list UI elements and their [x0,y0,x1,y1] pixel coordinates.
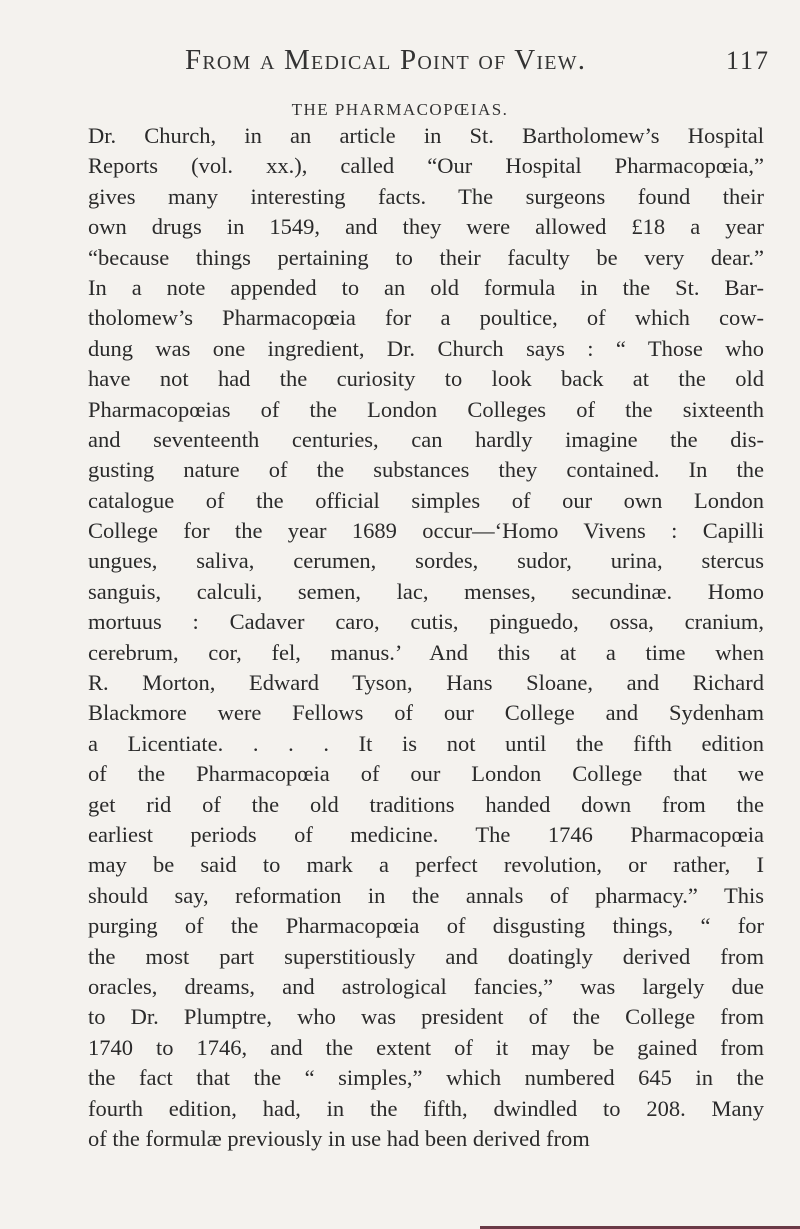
text-line: fourth edition, had, in the fifth, dwindled to 208. Many [88,1095,764,1121]
text-line: Blackmore were Fellows of our College and Sydenham [88,700,764,726]
text-line: College for the year 1689 occur—‘Homo Vivens : Capilli [88,518,764,544]
body-paragraph [88,121,764,1154]
text-line: cerebrum, cor, fel, manus.’ And this at a time when [88,639,764,665]
text-line: should say, reformation in the annals of pharmacy.” This [88,882,764,908]
text-line: to Dr. Plumptre, who was president of the College from [88,1004,764,1030]
text-line: the most part superstitiously and doatingly derived from [88,943,764,969]
text-line: gusting nature of the substances they contained. In the [88,457,764,483]
text-line: purging of the Pharmacopœia of disgusting things, “ for [88,913,764,939]
text-line: may be said to mark a perfect revolution, or rather, I [88,852,764,878]
page-number: 117 [725,46,770,75]
text-line: ungues, saliva, cerumen, sordes, sudor, urina, stercus [88,548,764,574]
running-title: From a Medical Point of View. [185,44,587,76]
text-line: gives many interesting facts. The surgeons found their [88,183,764,209]
text-line: have not had the curiosity to look back at the old [88,366,764,392]
text-line: get rid of the old traditions handed down from the [88,791,764,817]
text-line: of the Pharmacopœia of our London College that we [88,761,764,787]
text-line: Dr. Church, in an article in St. Bartholomew’s Hospital [88,123,764,148]
text-line: own drugs in 1549, and they were allowed £18 a year [88,214,764,240]
text-line: R. Morton, Edward Tyson, Hans Sloane, and Richard [88,670,764,696]
text-line: sanguis, calculi, semen, lac, menses, secundinæ. Homo [88,578,764,604]
text-line: dung was one ingredient, Dr. Church says : “ Those who [88,335,764,361]
running-head [185,44,770,78]
text-line: “because things pertaining to their faculty be very dear.” [88,244,764,270]
text-line: catalogue of the official simples of our own London [88,487,764,513]
text-line: In a note appended to an old formula in the St. Bar- [88,274,764,300]
text-line: and seventeenth centuries, can hardly imagine the dis- [88,426,764,452]
text-line: the fact that the “ simples,” which numbered 645 in the [88,1065,764,1091]
text-line: of the formulæ previously in use had been derived from [88,1125,590,1151]
text-line: 1740 to 1746, and the extent of it may be gained from [88,1034,764,1060]
text-line: oracles, dreams, and astrological fancies,” was largely due [88,973,764,999]
text-line: earliest periods of medicine. The 1746 Pharmacopœia [88,821,764,847]
text-line: a Licentiate. . . . It is not until the fifth edition [88,730,764,756]
text-line: Pharmacopœias of the London Colleges of the sixteenth [88,396,764,422]
section-heading: THE PHARMACOPŒIAS. [291,100,509,119]
text-line: Reports (vol. xx.), called “Our Hospital Pharmacopœia,” [88,153,764,179]
text-line: mortuus : Cadaver caro, cutis, pinguedo, ossa, cranium, [88,609,764,635]
text-line: tholomew’s Pharmacopœia for a poultice, of which cow- [88,305,764,331]
